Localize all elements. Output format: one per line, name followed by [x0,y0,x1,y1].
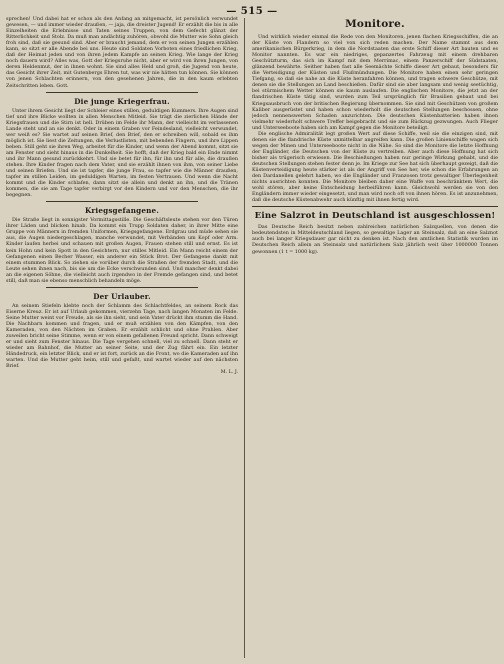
section-heading-kriegerfrau: Die junge Kriegerfrau. [74,96,170,106]
section-divider [46,92,198,93]
column-rule [244,18,245,658]
kriegerfrau-body: Unter ihrem Gesicht liegt der Schleier eines stillen, geduldigen Kummers. Ihre Augen sind tief und ihre Blicke wollten in allen Menschen Mitleid. Sie trägt die zierlichen Hände der Kriegsfrauen und die Stirn ist hell. Drüben im Felde ihr Mann, der vielleicht im verlassenen Lande steht und an sie denkt. Oder in einem Graben vor Feindesland, vielleicht verwundet, wer weiß es? Sie wartet auf seinen Brief, den Brief, den er schreiben will, sobald es ihm möglich ist. Sie liest die Zeitungen, die Verlustlisten, mit bebenden Fingern, und ihre Lippen beben. Still geht sie ihren Weg, arbeitet für die Kinder, und wenn der Abend kommt, sitzt sie am Fenster und sieht hinaus in die Dunkelheit. Sie hofft, daß der Krieg bald ein Ende nimmt und ihr Mann gesund zurückkehrt. Und sie betet für ihn, für ihn und für alle, die draußen stehen. Ihre Kinder fragen nach dem Vater, und sie erzählt ihnen von ihm, von seiner Liebe und seinen Briefen. Und sie ist tapfer, die junge Frau, so tapfer wie die Männer draußen, tapfer im stillen Leiden, im geduldigen Warten, im festen Vertrauen. Und wenn die Nacht kommt und die Kinder schlafen, dann sitzt sie allein und denkt an ihn, und die Tränen kommen, die sie am Tage tapfer verbirgt vor den Kindern und vor den Menschen, die ihr begegnen. [6,107,238,199]
article-title-salznot: Eine Salzrot in Deutschland ist ausgeschlossen! [254,211,496,222]
section-divider [46,287,198,288]
page-number: — 515 — [226,5,278,17]
monitore-body-2: Die englische Admiralität legt großen Wert auf diese Schiffe, weil sie die einzigen sind, mit denen sie die flandrische Küste unmittelbar angreifen kann. Die großen Linienschiffe wagen sich wegen der Minen und Unterseeboote nicht in die Nähe. So sind die Monitore die letzte Hoffnung der Engländer, die Deutschen von der Küste zu vertreiben. Aber auch diese Hoffnung hat sich bisher als trügerisch erwiesen. Die Beschießungen haben nur geringe Wirkung gehabt, und die deutschen Stellungen stehen fester denn je. Im Kriege zur See hat sich überhaupt gezeigt, daß die Küstenverteidigung heute stärker ist als der Angriff von See her, wie schon die Erfahrungen an den Dardanellen gelehrt haben, wo die Engländer und Franzosen trotz gewaltiger Überlegenheit nichts ausrichten konnten. Die Monitore bleiben daher eine Waffe von beschränktem Wert, die wohl stören, aber keine Entscheidung herbeiführen kann. Gleichwohl werden sie von den Engländern immer wieder eingesetzt, und man wird noch oft von ihnen hören. Es ist anzunehmen, daß die deutsche Küstenabwehr auch künftig mit ihnen fertig wird. [252,130,498,204]
section-heading-urlauber: Der Urlauber. [93,291,151,301]
section-heading-kriegsgefangene: Kriegsgefangene. [84,206,160,216]
left-column [6,16,238,660]
right-column [252,16,498,660]
author-initials: M. L. J. [220,370,238,376]
intro-paragraph: sprechen! Und dabei hat er schon als den Anfang an mitgemacht, ist persönlich verwundet gewesen, — und immer wieder draußen, — jaja, die dreister Jugend! Er erzählt die bis in alle Einzelheiten die Erlebnisse und Taten seines Truppen, von dem Gefecht glänzt der Ritterlichkeit und Stolz. Da muß man andächtig zuhören, obwohl die Mutter wie Sohn gleich froh sind, daß sie gesund sind. Aber er braucht jemand, dem er von seinen Jungen erzählen kann, so sitzt er alle Abende bei uns. Heute sind Soldaten Vorboten eines friedlichen Krieg, daß der Heimat jeden und von ihren jedem Kampfe an seinen Krieg. Wie lange der Krieg noch dauern wird? Alles was, Gott der Kriegsruhe nicht, aber er wird von ihren Jungen, von deren Heldenmut, der in ihnen wohnt. Sie sind alles Held und groß, die Jugend von heute, das Gesicht ihrer Zeit, mit Gutenbergs Ehren tut, was wir nie hätten tun können. Sie können von jenen Schlachten erinnern, von den gesehenen Jahren, die in den kaum erlebten Zeitschritten leben. Gott. [6,16,238,89]
article-divider [252,206,498,207]
urlauber-body: An seinem Stiefeln klebte noch der Schlamm des Schlachtfeldes, an seinem Rock das Eiserne Kreuz. Er ist auf Urlaub gekommen, vierzehn Tage, nach langen Monaten im Felde. Seine Mutter weint vor Freude, als sie ihn sieht, und sein Vater drückt ihm stumm die Hand. Die Nachbarn kommen und fragen, und er muß erzählen von den Kämpfen, von den Kameraden, von den Nächten im Graben. Er erzählt schlicht und ohne Prahlen. Aber zuweilen bricht seine Stimme, wenn er von einem gefallenen Freund spricht. Dann schweigt er und sieht zum Fenster hinaus. Die Tage vergehen schnell, viel zu schnell. Dann steht er wieder am Bahnhof, die Mutter an seiner Seite, und der Zug fährt ein. Ein letzter Händedruck, ein letzter Blick, und er ist fort, zurück an die Front, wo die Kameraden auf ihn warten. Und die Mutter geht heim, still und gefaßt, und wartet wieder auf den nächsten Brief. [6,302,238,370]
monitore-body-1: Und wirklich wieder einmal die Rede von den Monitoren, jenen flachen Kriegsschiffen, die an der Küste von Flandern so viel von sich reden machen. Der Name stammt aus dem amerikanischen Bürgerkrieg, in dem die Nordstaaten das erste Schiff dieser Art bauten und es Monitor nannten. Es war ein niedriges, gepanzertes Fahrzeug mit einem drehbaren Geschützturm, das sich im Kampf mit dem Merrimac, einem Panzerschiff der Südstaaten, glänzend bewährte. Seither haben fast alle Seemächte Schiffe dieser Art gebaut, besonders für die Verteidigung der Küsten und Flußmündungen. Die Monitore haben einen sehr geringen Tiefgang, so daß sie nahe an die Küste heranfahren können, und tragen schwere Geschütze, mit denen sie die Stellungen an Land beschießen. Dafür sind sie aber langsam und wenig seetüchtig, bei stürmischem Wetter können sie kaum auslaufen. Die englischen Monitore, die jetzt an der flandrischen Küste tätig sind, wurden zum Teil ursprünglich für Brasilien gebaut und bei Kriegsausbruch von der britischen Regierung übernommen. Sie sind mit Geschützen von großem Kaliber ausgerüstet und haben schon wiederholt die deutschen Stellungen beschossen, ohne jedoch nennenswerten Schaden anzurichten. Die deutschen Küstenbatterien haben ihnen vielmehr wiederholt schwere Treffer beigebracht und sie zum Rückzug gezwungen. Auch Flieger und Unterseeboote haben sich am Kampf gegen die Monitore beteiligt. [252,34,498,131]
article-title-monitore: Monitore. [345,18,405,30]
kriegsgefangene-body: Die Straße liegt in sonnigster Vormittagsstille. Die Geschäftsleute stehen vor den Türen ihrer Läden und blicken hinab. Da kommt ein Trupp Soldaten daher, in ihrer Mitte eine Gruppe von Männern in fremden Uniformen, Kriegsgefangene. Erdgrau und müde sehen sie aus, die Augen niedergeschlagen, manche verwundet, mit Verbänden um Kopf oder Arm. Kinder laufen herbei und schauen mit großen Augen, Frauen stehen still und ernst. Es ist kein Hohn und kein Spott in den Gesichtern, nur stilles Mitleid. Ein Mann reicht einem der Gefangenen einen Becher Wasser, ein anderer ein Stück Brot. Der Gefangene dankt mit einem stummen Blick. So ziehen sie vorüber durch die Straßen der fremden Stadt, und die Leute sehen ihnen nach, bis sie um die Ecke verschwunden sind. Und mancher denkt dabei an die eigenen Söhne, die vielleicht auch irgendwo in der Fremde gefangen sind, und betet still, daß man sie ebenso menschlich behandeln möge. [6,217,238,284]
salznot-body: Das Deutsche Reich besitzt neben zahlreichen natürlichen Salzquellen, von denen die bedeutendsten in Mitteldeutschland liegen, so gewaltige Lager an Steinsalz, daß an eine Salznot auch bei langer Kriegsdauer gar nicht zu denken ist. Nach den amtlichen Statistik wurden im Deutschen Reich allein an Steinsalz und natürlichem Salz jährlich weit über 1000000 Tonnen gewonnen (1 t = 1000 kg). [252,224,498,255]
section-divider [46,201,198,202]
